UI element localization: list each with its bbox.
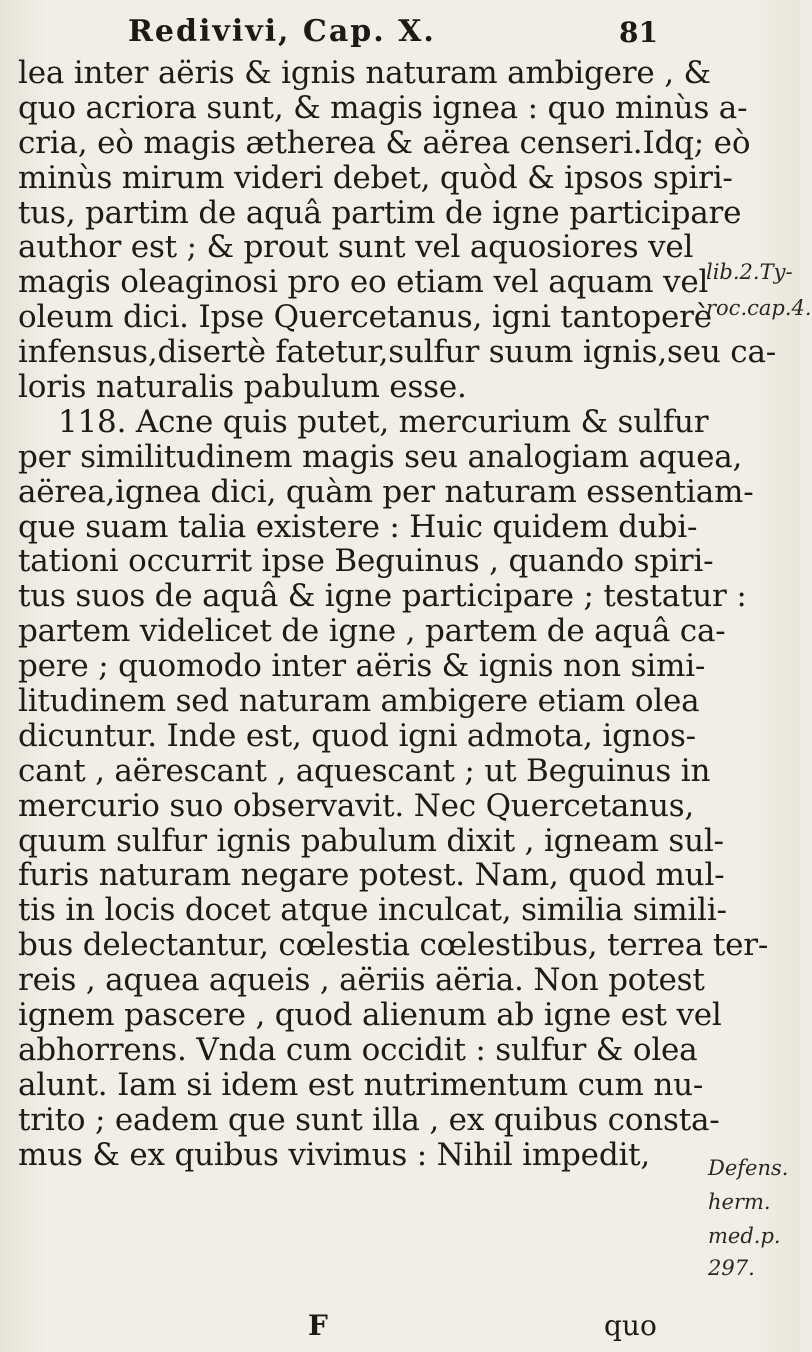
margin-note: 297. (708, 1256, 755, 1280)
text-line: lea inter aëris & ignis naturam ambigere , & (18, 55, 711, 91)
text-line: tus, partim de aquâ partim de igne participare (18, 194, 742, 231)
text-line: aërea,ignea dici, quàm per naturam essentiam- (18, 473, 754, 510)
margin-note: roc.cap.4. (706, 296, 812, 320)
text-line: bus delectantur, cœlestia cœlestibus, terrea ter- (18, 927, 769, 964)
signature-mark: F (308, 1309, 328, 1342)
text-line: mus & ex quibus vivimus : Nihil impedit, (18, 1136, 651, 1173)
text-line: abhorrens. Vnda cum occidit : sulfur & olea (18, 1031, 698, 1068)
text-line: ignem pascere , quod alienum ab igne est vel (18, 997, 722, 1034)
text-line: author est ; & prout sunt vel aquosiores vel (18, 229, 694, 266)
text-line: pere ; quomodo inter aëris & ignis non simi- (18, 648, 706, 685)
text-line: infensus,disertè fatetur,sulfur suum ignis,seu ca- (18, 334, 777, 371)
margin-note: med.p. (708, 1224, 781, 1248)
text-line: tis in locis docet atque inculcat, similia simili- (18, 892, 727, 929)
text-line: trito ; eadem que sunt illa , ex quibus consta- (18, 1101, 720, 1138)
text-line: dicuntur. Inde est, quod igni admota, ignos- (18, 717, 696, 754)
text-line: litudinem sed naturam ambigere etiam olea (18, 683, 700, 720)
text-line: tationi occurrit ipse Beguinus , quando spiri- (18, 543, 714, 580)
text-line: magis oleaginosi pro eo etiam vel aquam vel (18, 264, 709, 301)
catchword: quo (604, 1309, 657, 1342)
page-header (128, 14, 658, 54)
margin-note: lib.2.Ty- (706, 260, 793, 284)
margin-note: Defens. (708, 1156, 789, 1180)
paragraph-start-line: 118. Acne quis putet, mercurium & sulfur (58, 403, 709, 440)
text-line: furis naturam negare potest. Nam, quod mul- (18, 857, 725, 894)
text-line: quo acriora sunt, & magis ignea : quo minùs a- (18, 89, 748, 126)
text-line: tus suos de aquâ & igne participare ; testatur : (18, 578, 747, 615)
text-line: cria, eò magis ætherea & aërea censeri.Idq; eò (18, 124, 751, 161)
margin-note: herm. (708, 1190, 771, 1214)
text-line: minùs mirum videri debet, quòd & ipsos spiri- (18, 159, 733, 196)
text-line: alunt. Iam si idem est nutrimentum cum nu- (18, 1066, 704, 1103)
page-number: 81 (619, 16, 658, 49)
text-line: cant , aërescant , aquescant ; ut Beguinus in (18, 752, 711, 789)
text-line: loris naturalis pabulum esse. (18, 369, 467, 406)
text-line: reis , aquea aqueis , aëriis aëria. Non potest (18, 962, 705, 999)
text-line: partem videlicet de igne , partem de aquâ ca- (18, 613, 726, 650)
text-line: per similitudinem magis seu analogiam aquea, (18, 438, 743, 475)
text-line: quum sulfur ignis pabulum dixit , igneam sul- (18, 822, 724, 859)
text-line: oleum dici. Ipse Quercetanus, igni tantoperè (18, 299, 712, 336)
running-head: Redivivi, Cap. X. (128, 14, 436, 49)
text-line: que suam talia existere : Huic quidem dubi- (18, 508, 698, 545)
text-line: mercurio suo observavit. Nec Quercetanus, (18, 787, 695, 824)
